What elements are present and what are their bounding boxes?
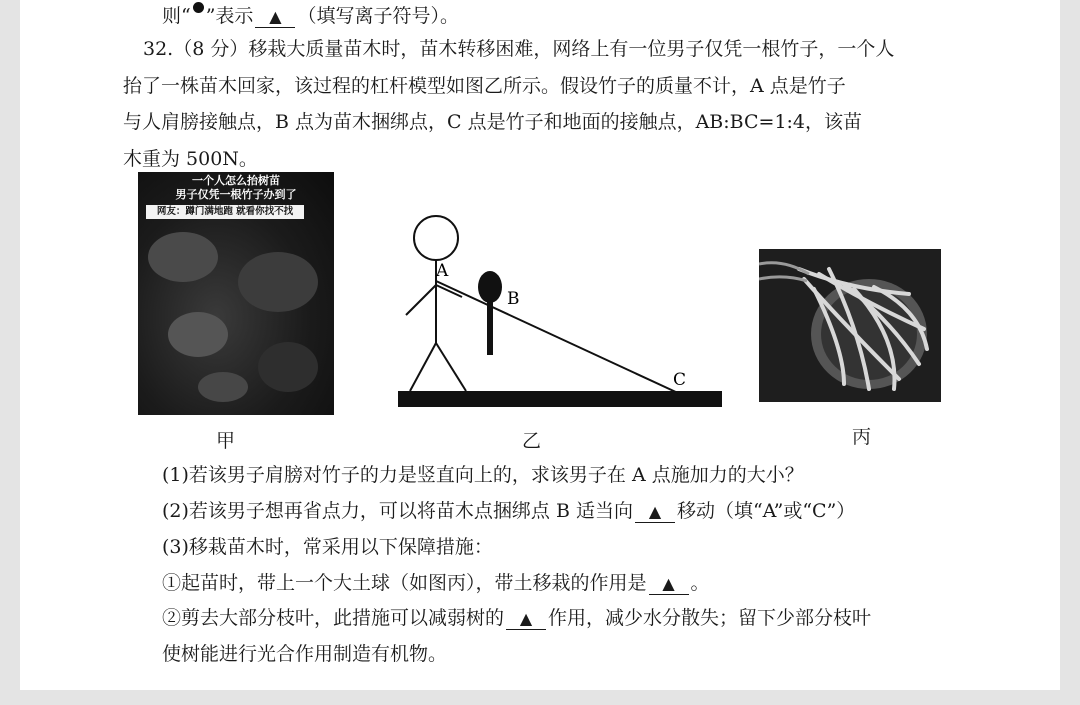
sub-question-2: (2)若该男子想再省点力，可以将苗木点捆绑点 B 适当向 ▲ 移动（填“A”或“C”）	[162, 500, 856, 522]
sub-question-3-2-continued: 使树能进行光合作用制造有机物。	[162, 643, 448, 665]
question-32-line-2: 抬了一株苗木回家，该过程的杠杆模型如图乙所示。假设竹子的质量不计，A 点是竹子	[123, 75, 846, 97]
sub-question-3-2: ②剪去大部分枝叶，此措施可以减弱树的 ▲ 作用，减少水分散失；留下少部分枝叶	[162, 607, 872, 629]
sub-question-1: (1)若该男子肩膀对竹子的力是竖直向上的，求该男子在 A 点施加力的大小？	[162, 464, 804, 486]
photo-soil-ball-root	[759, 249, 941, 402]
photo-caption-1: 一个人怎么抬树苗	[192, 174, 280, 187]
photo-man-carrying-tree	[138, 172, 334, 415]
answer-blank: ▲	[255, 6, 295, 28]
seedling-trunk	[487, 297, 493, 355]
photo-caption-3: 网友：蹲门满地跑 就看你找不找	[146, 205, 304, 219]
point-b-label: B	[507, 289, 520, 309]
sub-question-3-1: ①起苗时，带上一个大土球（如图丙），带土移栽的作用是 ▲ 。	[162, 572, 710, 594]
photo-caption-2: 男子仅凭一根竹子办到了	[175, 188, 297, 201]
point-a-label: A	[436, 261, 449, 281]
answer-blank: ▲	[649, 573, 689, 595]
question-number: 32.（8 分）	[143, 38, 249, 60]
point-c-label: C	[673, 370, 687, 390]
figure-label-yi: 乙	[522, 430, 542, 452]
question-32-line-3: 与人肩膀接触点，B 点为苗木捆绑点，C 点是竹子和地面的接触点，AB:BC=1:4，该苗	[123, 111, 863, 133]
ground-bar	[398, 391, 722, 407]
bamboo-pole	[436, 281, 678, 393]
question-32-line-1: 32.（8 分）移栽大质量苗木时，苗木转移困难，网络上有一位男子仅凭一根竹子，一个人	[143, 38, 895, 60]
stick-figure-head	[414, 216, 458, 260]
figure-label-jia: 甲	[216, 430, 236, 452]
sub-question-3: (3)移栽苗木时，常采用以下保障措施：	[162, 536, 493, 558]
answer-blank: ▲	[506, 608, 546, 630]
ion-dot-symbol	[193, 2, 204, 13]
answer-blank: ▲	[635, 501, 675, 523]
figure-label-bing: 丙	[852, 426, 872, 448]
question-32-line-4: 木重为 500N。	[123, 148, 258, 170]
previous-question-tail: 则“ ”表示 ▲ （填写离子符号）。	[162, 2, 459, 29]
lever-diagram	[390, 205, 730, 410]
